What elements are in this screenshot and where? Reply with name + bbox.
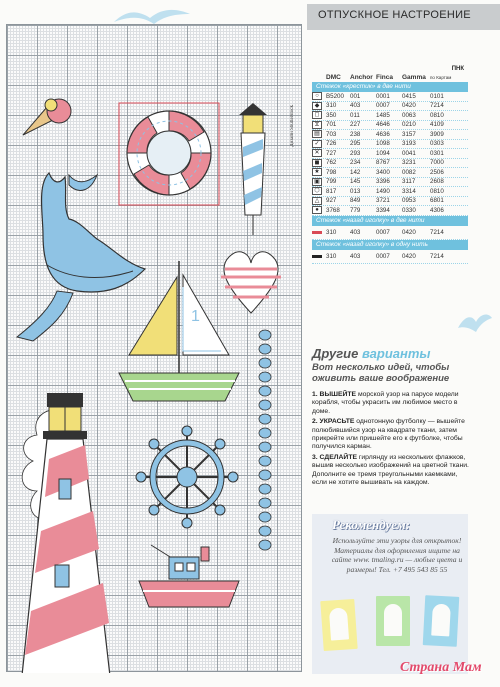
- key-cell: 727: [326, 149, 337, 157]
- key-cell: 3394: [376, 206, 390, 214]
- key-row: [312, 159, 468, 169]
- key-row: [312, 92, 468, 102]
- symbol-icon: ▤: [312, 130, 322, 138]
- idea-lead: 1. ВЫШЕЙТЕ: [312, 391, 357, 398]
- key-cell: 762: [326, 159, 337, 167]
- key-cell: 701: [326, 121, 337, 129]
- key-cell: 817: [326, 187, 337, 195]
- key-cell: 0810: [430, 187, 444, 195]
- key-cell: 6801: [430, 197, 444, 205]
- site-watermark: Страна Мам: [400, 660, 482, 675]
- key-row: [312, 197, 468, 207]
- key-row: [312, 178, 468, 188]
- ship-wheel-motif: [136, 426, 238, 528]
- symbol-icon: △: [312, 197, 322, 205]
- cross-stitch-chart: [6, 24, 302, 672]
- idea-lead: 3. СДЕЛАЙТЕ: [312, 453, 357, 461]
- key-cell: 3768: [326, 206, 340, 214]
- key-cell: 295: [350, 140, 361, 148]
- key-row: [312, 226, 468, 240]
- key-row: [312, 187, 468, 197]
- symbol-icon: ◆: [312, 102, 322, 110]
- idea-text: однотонную футболку — вышейте полюбившийся узор на квадрате ткани, затем прикрейте или пришейте его к футболке, чтобы получился карман.: [312, 418, 465, 451]
- symbol-icon: ★: [312, 168, 322, 176]
- key-cell: 3721: [376, 197, 390, 205]
- key-cell: 927: [326, 197, 337, 205]
- key-cell: 013: [350, 187, 361, 195]
- key-cell: 0953: [402, 197, 416, 205]
- key-cell: 2608: [430, 178, 444, 186]
- sailboat-motif: [119, 261, 239, 401]
- idea-item: [312, 454, 472, 488]
- column-header: Gamma: [402, 73, 426, 81]
- key-cell: 001: [350, 92, 361, 100]
- ideas-title: [312, 346, 431, 361]
- key-row: [312, 206, 468, 216]
- key-cell: 293: [350, 149, 361, 157]
- key-cell: B5200: [326, 92, 344, 100]
- card-image-blue: [423, 595, 460, 647]
- key-cell: 0415: [402, 92, 416, 100]
- key-cell: 0101: [430, 92, 444, 100]
- key-cell: 0210: [402, 121, 416, 129]
- key-cell: 238: [350, 130, 361, 138]
- key-cell: 3396: [376, 178, 390, 186]
- column-header: Anchor: [350, 73, 373, 81]
- key-cell: 403: [350, 252, 361, 260]
- key-cell: 0063: [402, 111, 416, 119]
- symbol-icon: ✓: [312, 140, 322, 148]
- key-cell: 799: [326, 178, 337, 186]
- ice-cream-motif: [23, 99, 71, 135]
- whale-motif: [17, 173, 145, 341]
- key-cell: 3909: [430, 130, 444, 138]
- key-cell: 1485: [376, 111, 390, 119]
- symbol-icon: ✕: [312, 149, 322, 157]
- symbol-icon: ⬡: [312, 187, 322, 195]
- key-cell: 726: [326, 140, 337, 148]
- key-cell: 4636: [376, 130, 390, 138]
- key-cell: 145: [350, 178, 361, 186]
- key-cell: 0082: [402, 168, 416, 176]
- key-row: [312, 121, 468, 131]
- symbol-icon: ⧖: [312, 121, 322, 129]
- key-cell: 7214: [430, 252, 444, 260]
- key-cell: 779: [350, 206, 361, 214]
- seagull-icon: [112, 6, 192, 26]
- key-cell: 142: [350, 168, 361, 176]
- symbol-icon: ▣: [312, 178, 322, 186]
- key-cell: 3157: [402, 130, 416, 138]
- key-cell: 403: [350, 102, 361, 110]
- key-row: [312, 130, 468, 140]
- section-backstitch-two: Стежок «назад иголку» в две нити: [312, 216, 468, 226]
- svg-text:1: 1: [191, 308, 200, 325]
- key-cell: 310: [326, 252, 337, 260]
- key-cell: 011: [350, 111, 360, 119]
- key-cell: 0420: [402, 102, 416, 110]
- ideas-list: [312, 391, 472, 489]
- big-lighthouse-motif: [21, 393, 111, 673]
- key-cell: 703: [326, 130, 337, 138]
- symbol-icon: ●: [312, 206, 322, 214]
- key-cell: 1490: [376, 187, 390, 195]
- key-cell: 7214: [430, 102, 444, 110]
- key-row: [312, 168, 468, 178]
- key-cell: 0007: [376, 252, 390, 260]
- key-cell: 8767: [376, 159, 390, 167]
- idea-item: [312, 418, 472, 452]
- key-cell: 4109: [430, 121, 444, 129]
- key-cell: 350: [326, 111, 337, 119]
- key-cell: 4306: [430, 206, 444, 214]
- section-cross-stitch: Стежок «крестик» в две нити: [312, 82, 468, 92]
- symbol-icon: ○: [312, 92, 322, 100]
- line-sample-black: [312, 255, 322, 258]
- key-cell: 3193: [402, 140, 416, 148]
- key-cell: 403: [350, 228, 361, 236]
- idea-text: морской узор на парусе модели корабля, чтобы украсить им любимое место в доме.: [312, 391, 459, 415]
- column-header: DMC: [326, 73, 341, 81]
- ideas-subtitle: Вот несколько идей, чтобы оживить ваше воображение: [312, 362, 450, 384]
- key-cell: 1098: [376, 140, 390, 148]
- lifebuoy-motif: [119, 103, 219, 205]
- key-cell: 0001: [376, 92, 390, 100]
- section-backstitch-one: Стежок «назад иголку» в одну нить: [312, 240, 468, 250]
- key-cell: 0303: [430, 140, 444, 148]
- key-cell: 0007: [376, 228, 390, 236]
- seagull-icon: [456, 306, 492, 336]
- heart-motif: [221, 252, 281, 313]
- rope-motif: [259, 330, 271, 550]
- idea-text: гирлянду из нескольких флажков, вышив несколько изображений на цветной ткани. Дополните ее тремя треугольными каемками, если не хотите вышивать на каждом.: [312, 453, 469, 487]
- key-cell: 1094: [376, 149, 390, 157]
- ideas-title-a: Другие: [312, 346, 359, 361]
- key-cell: 7000: [430, 159, 444, 167]
- key-cell: 3314: [402, 187, 416, 195]
- symbol-icon: ◼: [312, 159, 322, 167]
- key-cell: 0420: [402, 252, 416, 260]
- key-cell: 0041: [402, 149, 416, 157]
- key-cell: 0810: [430, 111, 444, 119]
- recommend-title: Рекомендуем:: [332, 517, 410, 532]
- key-cell: 4646: [376, 121, 390, 129]
- design-credit: Дизайн Shutterstock: [290, 105, 295, 147]
- idea-lead: 2. УКРАСЬТЕ: [312, 418, 355, 426]
- key-cell: 310: [326, 228, 337, 236]
- key-cell: 0420: [402, 228, 416, 236]
- key-rows: [312, 92, 468, 216]
- key-column-headers: [312, 72, 468, 82]
- key-cell: 3231: [402, 159, 416, 167]
- key-cell: 849: [350, 197, 361, 205]
- idea-item: [312, 391, 472, 416]
- small-boat-motif: [139, 545, 239, 607]
- symbol-icon: ◻: [312, 111, 322, 119]
- card-image-yellow: [320, 599, 357, 651]
- page-title: ОТПУСКНОЕ НАСТРОЕНИЕ: [318, 9, 471, 21]
- card-image-green: [376, 596, 410, 646]
- key-row: [312, 111, 468, 121]
- chart-motifs: [7, 25, 303, 673]
- key-row: [312, 102, 468, 112]
- key-row: [312, 140, 468, 150]
- code-label: ПНК: [451, 66, 464, 72]
- color-key-table: [312, 66, 468, 264]
- key-cell: 227: [350, 121, 361, 129]
- key-cell: 798: [326, 168, 337, 176]
- key-row: [312, 250, 468, 264]
- key-cell: 0007: [376, 102, 390, 110]
- key-cell: 0330: [402, 206, 416, 214]
- column-header: Finca: [376, 73, 393, 81]
- key-cell: 3400: [376, 168, 390, 176]
- code-sub-label: по Картам: [430, 74, 452, 80]
- recommend-text: Используйте эти узоры для открыток! Материалы для оформления ищите на сайте www. tmaling.ru — любые цвета и размеры! Тел. +7 495 543 85 55: [331, 536, 463, 574]
- key-cell: 310: [326, 102, 337, 110]
- key-row: [312, 149, 468, 159]
- key-cell: 7214: [430, 228, 444, 236]
- key-cell: 2506: [430, 168, 444, 176]
- key-cell: 0301: [430, 149, 444, 157]
- key-cell: 234: [350, 159, 361, 167]
- small-lighthouse-motif: [239, 103, 267, 235]
- key-cell: 3117: [402, 178, 416, 186]
- ideas-title-b: варианты: [361, 346, 431, 361]
- line-sample-red: [312, 231, 322, 234]
